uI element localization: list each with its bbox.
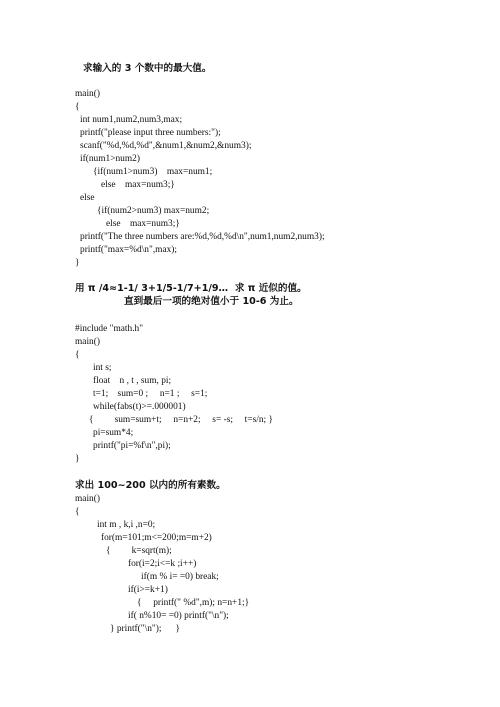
code-line: for(i=2;i<=k ;i++) xyxy=(128,559,197,569)
code-line: #include "math.h" xyxy=(75,324,144,334)
code-line: if(i>=k+1) xyxy=(128,585,168,595)
section-heading: 求出 100~200 以内的所有素数。 xyxy=(75,480,226,491)
code-line: else xyxy=(80,193,95,203)
code-line: } printf("\n"); } xyxy=(110,624,181,634)
code-line: { xyxy=(75,507,80,517)
code-line: printf("please input three numbers:"); xyxy=(80,128,221,138)
section-heading: 求输入的 3 个数中的最大值。 xyxy=(83,63,212,74)
code-line: main() xyxy=(75,89,100,99)
code-line: for(m=101;m<=200;m=m+2) xyxy=(101,533,212,543)
code-line: if( n%10= =0) printf("\n"); xyxy=(128,611,229,621)
code-line: while(fabs(t)>=.000001) xyxy=(93,402,186,412)
code-line: { sum=sum+t; n=n+2; s= -s; t=s/n; } xyxy=(89,415,273,425)
code-line: int m , k,i ,n=0; xyxy=(97,520,156,530)
code-line: } xyxy=(75,454,80,464)
code-line: printf("max=%d\n",max); xyxy=(80,245,178,255)
code-line: main() xyxy=(75,337,100,347)
code-line: { xyxy=(75,350,80,360)
code-line: else max=num3;} xyxy=(106,219,180,229)
code-line: printf("The three numbers are:%d,%d,%d\n",num1,num2,num3); xyxy=(80,232,325,242)
code-line: { printf(" %d",m); n=n+1;} xyxy=(137,598,250,608)
code-line: { xyxy=(75,102,80,112)
section-heading: 直到最后一项的绝对值小于 10-6 为止。 xyxy=(124,296,299,307)
code-line: int num1,num2,num3,max; xyxy=(80,115,183,125)
code-line: } xyxy=(75,258,80,268)
code-line: pi=sum*4; xyxy=(93,428,134,438)
code-line: printf("pi=%f\n",pi); xyxy=(93,441,171,451)
code-line: if(num1>num2) xyxy=(80,154,140,164)
code-line: int s; xyxy=(93,363,112,373)
code-line: scanf("%d,%d,%d",&num1,&num2,&num3); xyxy=(80,141,252,151)
code-line: else max=num3;} xyxy=(101,180,175,190)
section-heading: 用 π /4≈1-1/ 3+1/5-1/7+1/9… 求 π 近似的值。 xyxy=(75,283,307,294)
code-line: {if(num1>num3) max=num1; xyxy=(93,167,213,177)
code-line: { k=sqrt(m); xyxy=(106,546,172,556)
code-line: t=1; sum=0 ; n=1 ; s=1; xyxy=(93,389,208,399)
code-line: {if(num2>num3) max=num2; xyxy=(97,206,210,216)
code-line: main() xyxy=(75,494,100,504)
code-line: float n , t , sum, pi; xyxy=(93,376,172,386)
code-line: if(m % i= =0) break; xyxy=(141,572,219,582)
